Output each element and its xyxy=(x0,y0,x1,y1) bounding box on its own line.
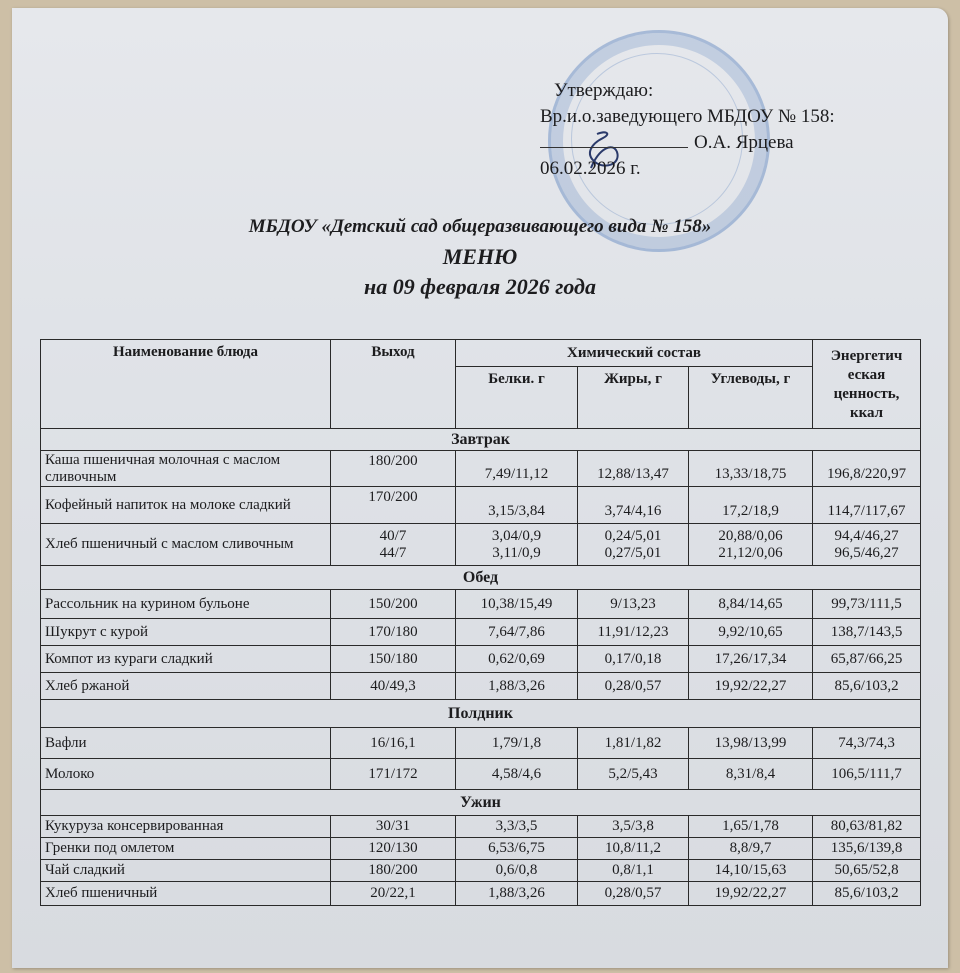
approval-heading: Утверждаю: xyxy=(554,80,654,101)
cell-carbs: 13,98/13,99 xyxy=(689,728,813,759)
cell-energy-line2: 96,5/46,27 xyxy=(834,544,899,561)
table-row xyxy=(41,646,921,673)
cell-energy: 74,3/74,3 xyxy=(813,728,921,759)
dish-name: Чай сладкий xyxy=(41,860,331,882)
cell-energy: 135,6/139,8 xyxy=(813,838,921,860)
cell-energy xyxy=(813,524,921,566)
cell-energy-line1: 94,4/46,27 xyxy=(834,527,899,544)
cell-output: 16/16,1 xyxy=(331,728,456,759)
section-title: Завтрак xyxy=(41,429,921,451)
cell-fat: 0,28/0,57 xyxy=(578,673,689,700)
cell-carbs-line2: 21,12/0,06 xyxy=(718,544,783,561)
document-header xyxy=(0,212,960,302)
header-protein: Белки. г xyxy=(456,367,578,429)
cell-protein: 4,58/4,6 xyxy=(456,759,578,790)
cell-protein-line1: 3,04/0,9 xyxy=(491,527,542,544)
cell-fat xyxy=(578,524,689,566)
cell-protein: 0,62/0,69 xyxy=(456,646,578,673)
cell-fat: 10,8/11,2 xyxy=(578,838,689,860)
header-energy: Энергетич еская ценность, ккал xyxy=(813,340,921,429)
cell-output xyxy=(331,524,456,566)
table-row xyxy=(41,816,921,838)
cell-carbs: 19,92/22,27 xyxy=(689,882,813,906)
cell-carbs-line1: 20,88/0,06 xyxy=(718,527,783,544)
cell-fat: 9/13,23 xyxy=(578,590,689,619)
document-title: МЕНЮ xyxy=(442,244,518,269)
menu-table xyxy=(40,339,921,906)
table-row xyxy=(41,451,921,487)
cell-carbs: 17,2/18,9 xyxy=(689,487,813,524)
dish-name: Хлеб пшеничный с маслом сливочным xyxy=(41,524,331,566)
approval-signature-row xyxy=(540,130,835,156)
dish-name: Рассольник на курином бульоне xyxy=(41,590,331,619)
table-row xyxy=(41,487,921,524)
cell-output: 170/200 xyxy=(331,487,456,524)
cell-carbs: 19,92/22,27 xyxy=(689,673,813,700)
cell-output: 40/49,3 xyxy=(331,673,456,700)
section-row xyxy=(41,429,921,451)
section-title: Полдник xyxy=(41,700,921,728)
table-row xyxy=(41,619,921,646)
cell-fat: 0,8/1,1 xyxy=(578,860,689,882)
cell-carbs: 17,26/17,34 xyxy=(689,646,813,673)
cell-fat: 5,2/5,43 xyxy=(578,759,689,790)
section-row xyxy=(41,566,921,590)
cell-output: 120/130 xyxy=(331,838,456,860)
dish-name: Гренки под омлетом xyxy=(41,838,331,860)
organization-name: МБДОУ «Детский сад общеразвивающего вида № 158» xyxy=(248,216,712,237)
table-row xyxy=(41,882,921,906)
cell-fat: 1,81/1,82 xyxy=(578,728,689,759)
cell-energy: 196,8/220,97 xyxy=(813,451,921,487)
cell-protein: 10,38/15,49 xyxy=(456,590,578,619)
approval-date: 06.02.2026 г. xyxy=(540,158,641,179)
cell-fat: 0,28/0,57 xyxy=(578,882,689,906)
dish-name: Хлеб пшеничный xyxy=(41,882,331,906)
document-subtitle: на 09 февраля 2026 года xyxy=(364,274,596,299)
header-fat: Жиры, г xyxy=(578,367,689,429)
cell-energy: 99,73/111,5 xyxy=(813,590,921,619)
cell-energy: 85,6/103,2 xyxy=(813,882,921,906)
cell-energy: 106,5/111,7 xyxy=(813,759,921,790)
table-row xyxy=(41,728,921,759)
cell-fat: 12,88/13,47 xyxy=(578,451,689,487)
cell-fat-line1: 0,24/5,01 xyxy=(604,527,662,544)
cell-output: 150/200 xyxy=(331,590,456,619)
cell-output: 170/180 xyxy=(331,619,456,646)
header-carbs: Углеводы, г xyxy=(689,367,813,429)
dish-name: Кофейный напиток на молоке сладкий xyxy=(41,487,331,524)
cell-output: 180/200 xyxy=(331,860,456,882)
dish-name: Вафли xyxy=(41,728,331,759)
cell-protein-line2: 3,11/0,9 xyxy=(492,544,541,561)
dish-name: Шукрут с курой xyxy=(41,619,331,646)
dish-name: Молоко xyxy=(41,759,331,790)
cell-carbs xyxy=(689,524,813,566)
cell-output: 20/22,1 xyxy=(331,882,456,906)
dish-name: Каша пшеничная молочная с маслом сливочным xyxy=(41,451,331,487)
table-row xyxy=(41,759,921,790)
dish-name: Хлеб ржаной xyxy=(41,673,331,700)
table-row xyxy=(41,860,921,882)
cell-output: 171/172 xyxy=(331,759,456,790)
dish-name: Компот из кураги сладкий xyxy=(41,646,331,673)
cell-carbs: 1,65/1,78 xyxy=(689,816,813,838)
dish-name: Кукуруза консервированная xyxy=(41,816,331,838)
approval-signatory: О.А. Ярцева xyxy=(694,132,794,153)
header-output: Выход xyxy=(331,340,456,429)
cell-output: 150/180 xyxy=(331,646,456,673)
cell-fat: 3,5/3,8 xyxy=(578,816,689,838)
cell-carbs: 13,33/18,75 xyxy=(689,451,813,487)
cell-protein: 6,53/6,75 xyxy=(456,838,578,860)
cell-protein: 1,88/3,26 xyxy=(456,673,578,700)
cell-carbs: 9,92/10,65 xyxy=(689,619,813,646)
cell-carbs: 8,84/14,65 xyxy=(689,590,813,619)
cell-output: 30/31 xyxy=(331,816,456,838)
cell-fat-line2: 0,27/5,01 xyxy=(604,544,662,561)
section-title: Ужин xyxy=(41,790,921,816)
approval-position: Вр.и.о.заведующего МБДОУ № 158: xyxy=(540,106,835,127)
table-row xyxy=(41,524,921,566)
signature-line xyxy=(540,133,688,148)
cell-protein: 3,15/3,84 xyxy=(456,487,578,524)
section-row xyxy=(41,700,921,728)
cell-energy: 114,7/117,67 xyxy=(813,487,921,524)
cell-energy: 50,65/52,8 xyxy=(813,860,921,882)
cell-protein: 7,64/7,86 xyxy=(456,619,578,646)
header-chemical: Химический состав xyxy=(456,340,813,367)
cell-fat: 3,74/4,16 xyxy=(578,487,689,524)
cell-output: 180/200 xyxy=(331,451,456,487)
cell-protein: 0,6/0,8 xyxy=(456,860,578,882)
cell-protein xyxy=(456,524,578,566)
cell-output-line1: 40/7 xyxy=(379,527,407,544)
table-row xyxy=(41,673,921,700)
cell-energy: 138,7/143,5 xyxy=(813,619,921,646)
cell-energy: 80,63/81,82 xyxy=(813,816,921,838)
approval-block xyxy=(540,78,835,182)
cell-energy: 85,6/103,2 xyxy=(813,673,921,700)
cell-protein: 3,3/3,5 xyxy=(456,816,578,838)
header-dish-name: Наименование блюда xyxy=(41,340,331,429)
section-row xyxy=(41,790,921,816)
cell-carbs: 8,31/8,4 xyxy=(689,759,813,790)
cell-output-line2: 44/7 xyxy=(379,544,407,561)
table-row xyxy=(41,590,921,619)
table-row xyxy=(41,838,921,860)
cell-carbs: 14,10/15,63 xyxy=(689,860,813,882)
cell-energy: 65,87/66,25 xyxy=(813,646,921,673)
cell-fat: 0,17/0,18 xyxy=(578,646,689,673)
cell-carbs: 8,8/9,7 xyxy=(689,838,813,860)
cell-protein: 1,79/1,8 xyxy=(456,728,578,759)
cell-protein: 7,49/11,12 xyxy=(456,451,578,487)
section-title: Обед xyxy=(41,566,921,590)
cell-protein: 1,88/3,26 xyxy=(456,882,578,906)
cell-fat: 11,91/12,23 xyxy=(578,619,689,646)
